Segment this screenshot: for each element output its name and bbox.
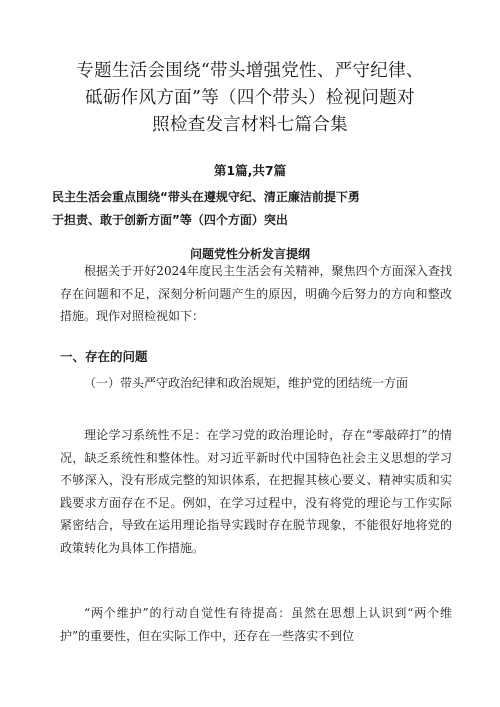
document-title [40,58,460,139]
article-title-line-3: 问题党性分析发言提纲 [189,247,310,261]
subsection-heading: （一）带头严守政治纪律和政治规矩，维护党的团结统一方面 [84,376,409,390]
body-paragraph-2: “两个维护”的行动自觉性有待提高：虽然在思想上认识到“两个维护”的重要性，但在实际工作中，还存在一些落实不到位 [60,606,452,643]
document-title-line-1: 专题生活会围绕“带头增强党性、严守纪律、 [76,61,424,81]
article-title-line-1: 民主生活会重点围绕“带头在遵规守纪、清正廉洁前提下勇 [52,190,360,204]
article-title [52,186,452,232]
document-title-line-3: 照检查发言材料七篇合集 [152,115,348,135]
document-title-line-2: 砥砺作风方面”等（四个带头）检视问题对 [85,88,415,108]
article-title-line-2: 于担责、敢于创新方面”等（四个方面）突出 [52,213,288,227]
part-label: 第1篇,共7篇 [213,163,287,178]
intro-paragraph: 根据关于开好2024年度民主生活会有关精神，聚焦四个方面深入查找存在问题和不足，深刻分析问题产生的原因，明确今后努力的方向和整改措施。现作对照检视如下： [60,264,452,323]
body-paragraph-1: 理论学习系统性不足：在学习党的政治理论时，存在“零敲碎打”的情况，缺乏系统性和整体性。对习近平新时代中国特色社会主义思想的学习不够深入，没有形成完整的知识体系，在把握其核心要义、精神实质和实践要求方面存在不足。例如，在学习过程中，没有将党的理论与工作实际紧密结合，导致在运用理论指导实践时存在脱节现象，不能很好地将党的政策转化为具体工作措施。 [60,428,452,555]
section-heading: 一、存在的问题 [60,349,148,364]
